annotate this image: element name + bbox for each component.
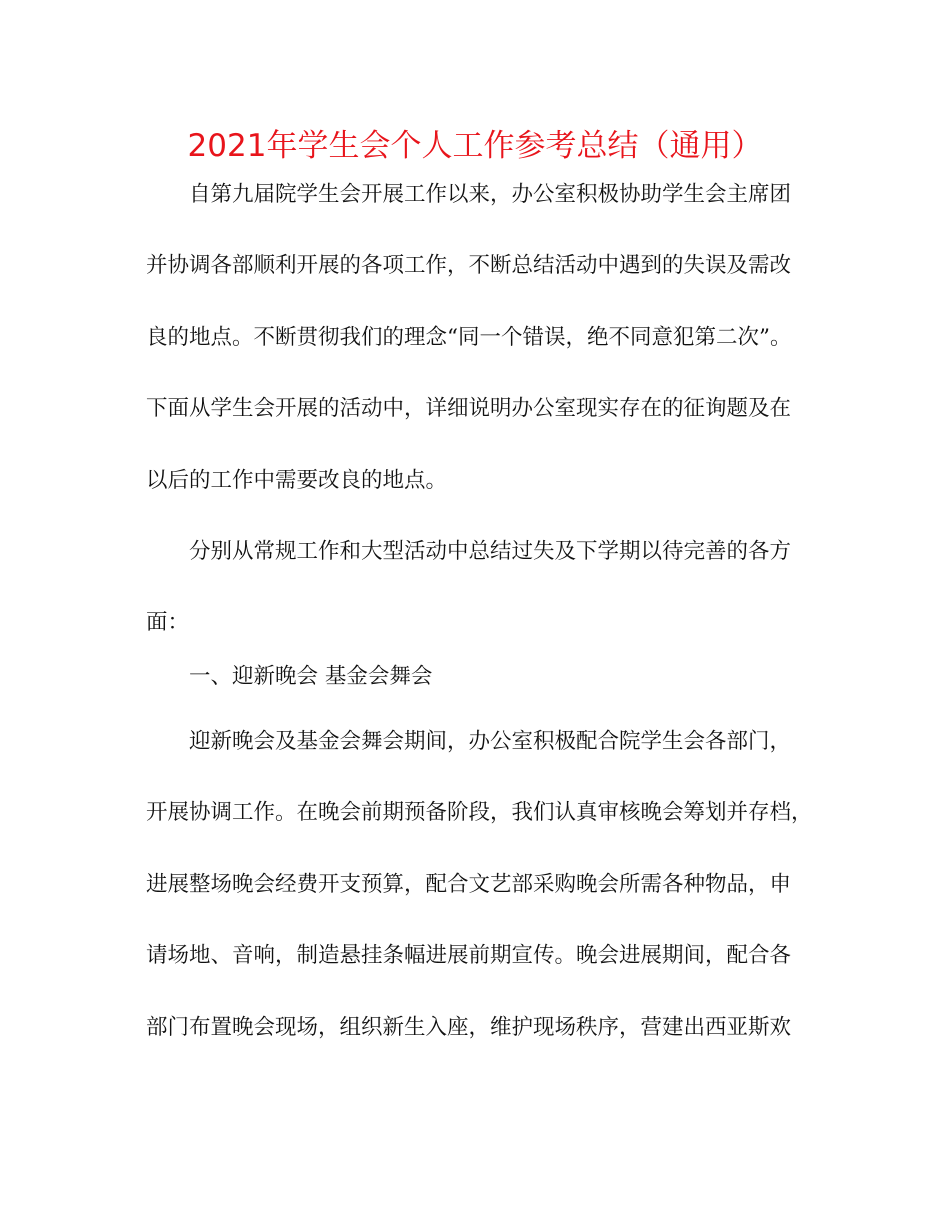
paragraph-line: 自第九届院学生会开展工作以来，办公室积极协助学生会主席团 [189, 182, 792, 207]
paragraph-line: 开展协调工作。在晚会前期预备阶段，我们认真审核晚会筹划并存档， [146, 800, 813, 825]
paragraph-line: 以后的工作中需要改良的地点。 [146, 468, 448, 493]
paragraph-line: 下面从学生会开展的活动中，详细说明办公室现实存在的征询题及在 [146, 396, 792, 421]
paragraph-line: 并协调各部顺利开展的各项工作，不断总结活动中遇到的失误及需改 [146, 253, 792, 278]
section-heading: 一、迎新晚会 基金会舞会 [189, 664, 433, 689]
paragraph-line: 面： [146, 610, 190, 635]
paragraph-line: 迎新晚会及基金会舞会期间，办公室积极配合院学生会各部门， [189, 729, 792, 754]
paragraph-line: 良的地点。不断贯彻我们的理念“同一个错误，绝不同意犯第二次”。 [146, 325, 792, 350]
paragraph-line: 请场地、音响，制造悬挂条幅进展前期宣传。晚会进展期间，配合各 [146, 943, 792, 968]
paragraph-line: 部门布置晚会现场，组织新生入座，维护现场秩序，营建出西亚斯欢 [146, 1015, 792, 1040]
paragraph-line: 进展整场晚会经费开支预算，配合文艺部采购晚会所需各种物品，申 [146, 872, 792, 897]
document-title: 2021年学生会个人工作参考总结（通用） [187, 128, 763, 164]
paragraph-line: 分别从常规工作和大型活动中总结过失及下学期以待完善的各方 [189, 539, 792, 564]
